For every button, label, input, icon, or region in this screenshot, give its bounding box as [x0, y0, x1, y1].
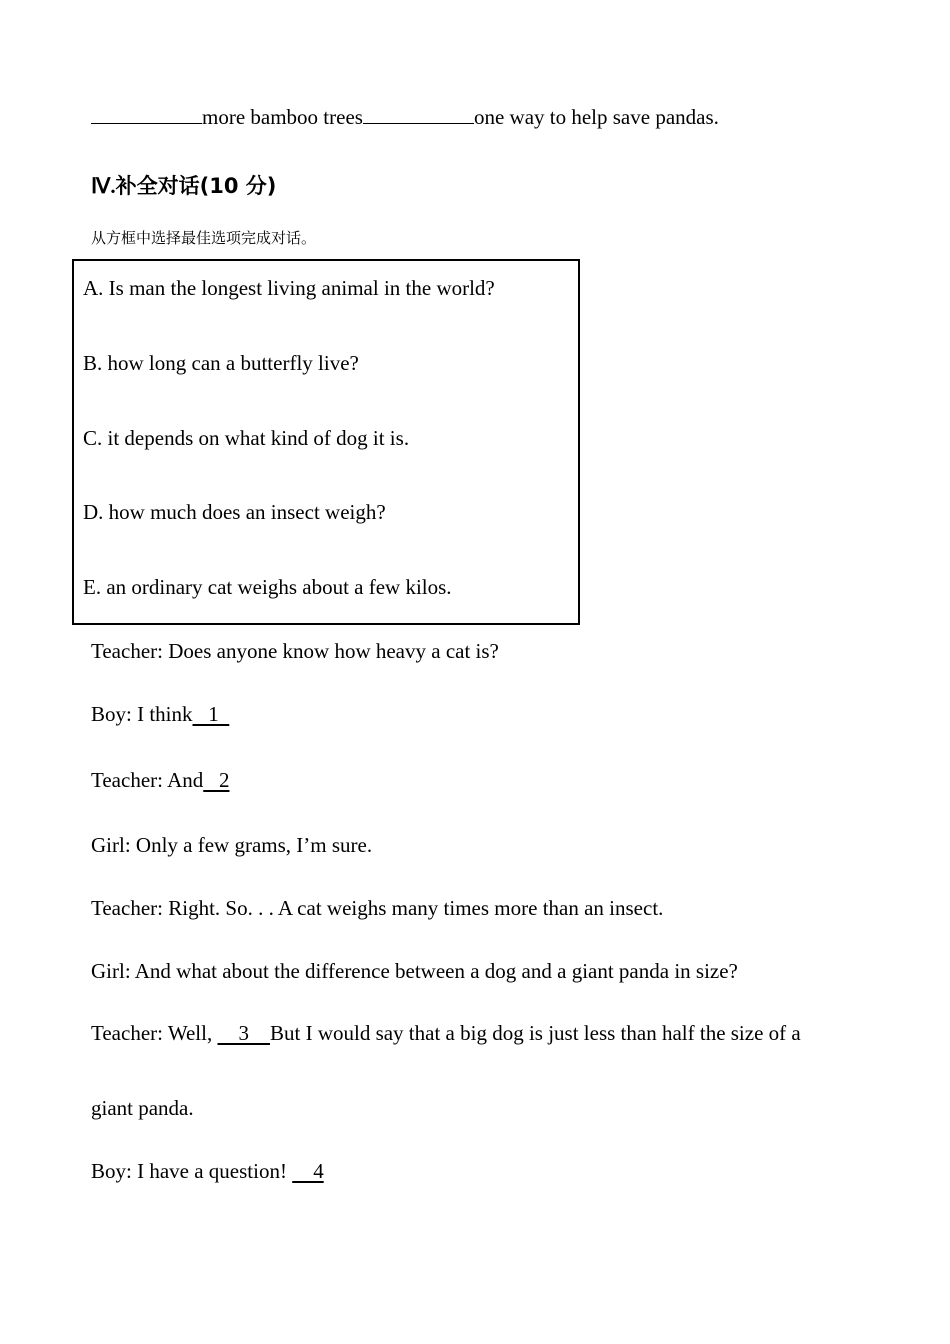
dialogue-line-5: Teacher: Right. So. . . A cat weighs many times more than an insect.	[91, 896, 664, 920]
dialogue-text: Boy: I have a question!	[91, 1159, 293, 1183]
section-title: 补全对话(10 分)	[115, 174, 277, 198]
dialogue-line-9	[91, 1158, 324, 1184]
answer-blank[interactable]	[363, 103, 474, 124]
dialogue-line-7	[91, 1020, 801, 1046]
options-box	[72, 259, 580, 625]
option-c: C. it depends on what kind of dog it is.	[83, 426, 410, 450]
dialogue-text: Teacher: Well,	[91, 1021, 218, 1045]
option-b: B. how long can a butterfly live?	[83, 351, 359, 375]
dialogue-line-1: Teacher: Does anyone know how heavy a cat is?	[91, 639, 499, 663]
dialogue-text-rest: But I would say that a big dog is just less than half the size of a	[269, 1021, 801, 1045]
option-e: E. an ordinary cat weighs about a few kilos.	[83, 575, 452, 599]
dialogue-line-3	[91, 767, 229, 793]
dialogue-line-8: giant panda.	[91, 1096, 194, 1120]
answer-blank-4[interactable]: 4	[292, 1159, 324, 1183]
option-d: D. how much does an insect weigh?	[83, 500, 386, 524]
sentence-part-1: more bamboo trees	[202, 105, 363, 129]
answer-blank-1[interactable]: 1	[192, 702, 230, 726]
answer-blank-3[interactable]: 3	[217, 1021, 270, 1045]
dialogue-text: Teacher: And	[91, 768, 204, 792]
answer-blank-2[interactable]: 2	[203, 768, 230, 792]
sentence-part-2: one way to help save pandas.	[473, 105, 719, 129]
dialogue-line-2	[91, 701, 229, 727]
fill-in-sentence	[91, 103, 719, 130]
dialogue-line-6: Girl: And what about the difference between a dog and a giant panda in size?	[91, 959, 738, 983]
dialogue-line-4: Girl: Only a few grams, I’m sure.	[91, 833, 373, 857]
section-instruction: 从方框中选择最佳选项完成对话。	[91, 229, 317, 247]
section-heading	[91, 172, 276, 200]
answer-blank[interactable]	[91, 103, 202, 124]
option-a: A. Is man the longest living animal in the world?	[83, 276, 495, 300]
dialogue-text: Boy: I think	[91, 702, 193, 726]
section-numeral: Ⅳ.	[91, 174, 116, 198]
